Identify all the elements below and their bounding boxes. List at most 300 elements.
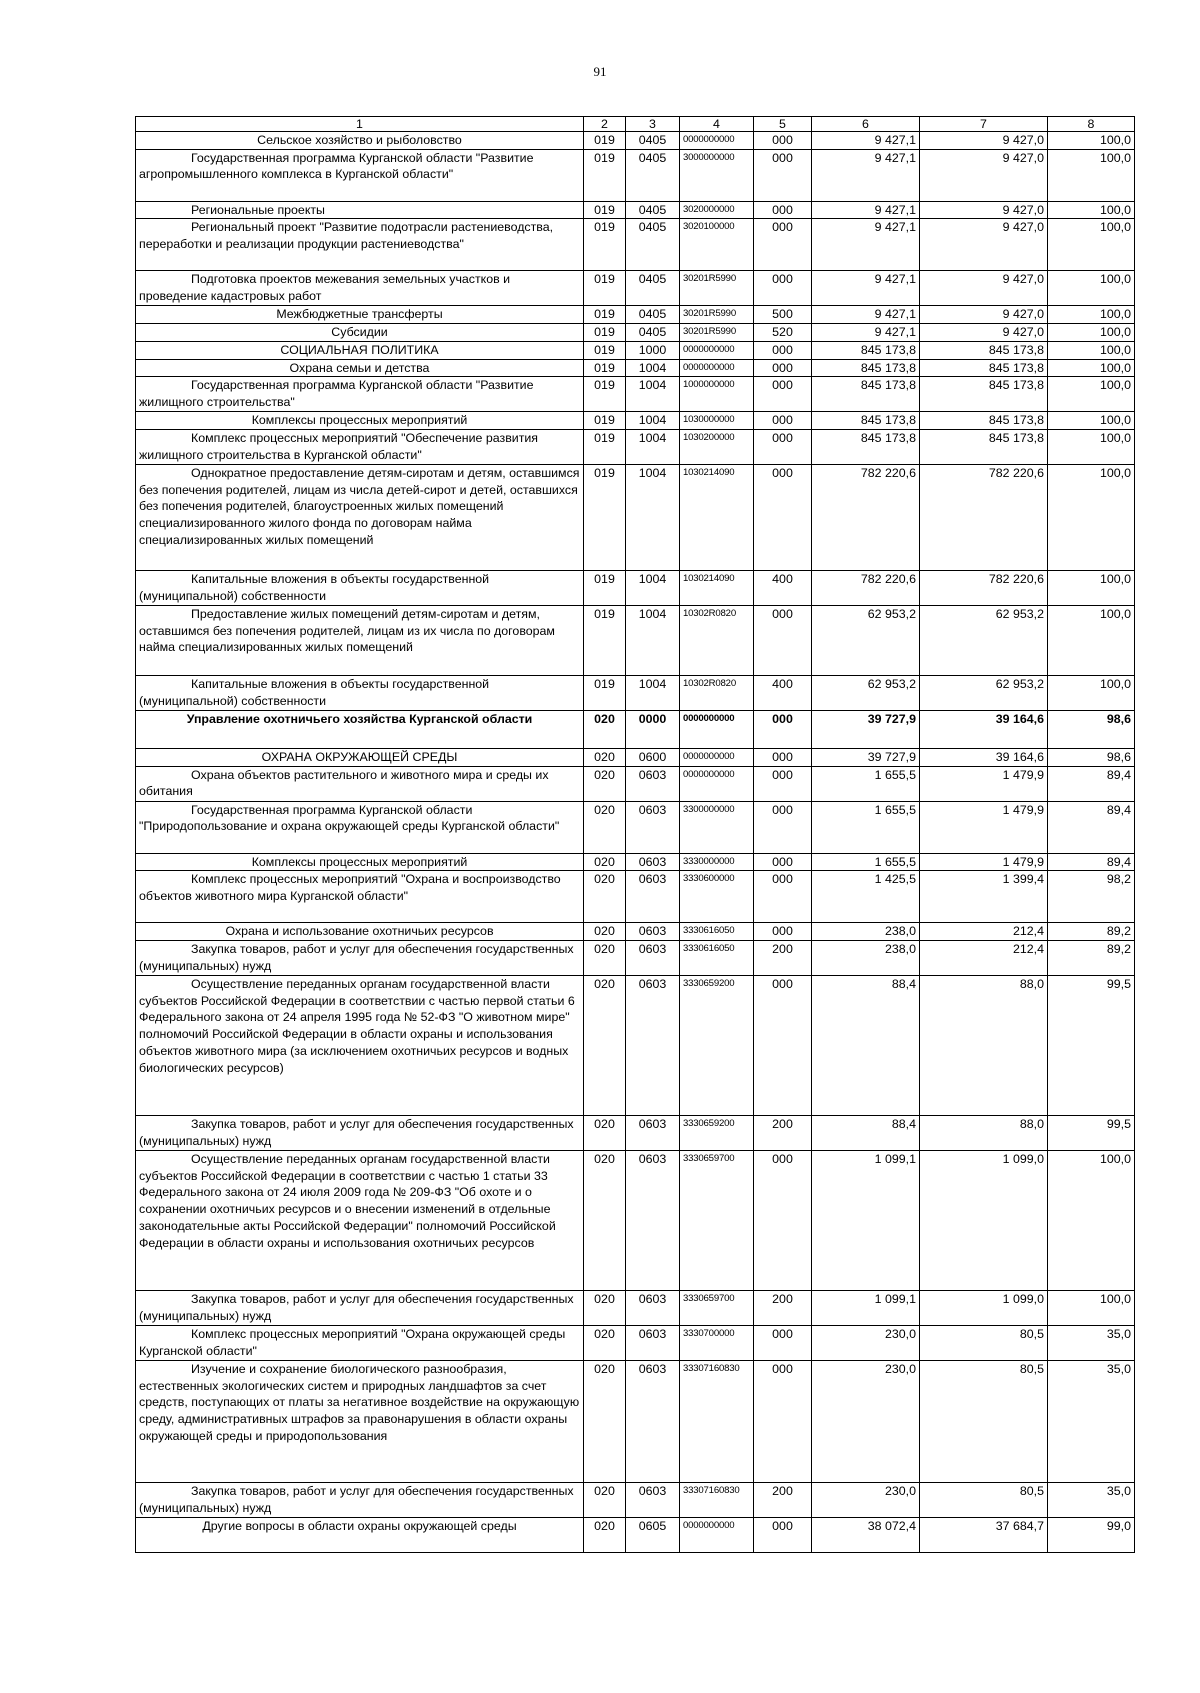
table-row (136, 1151, 1135, 1291)
table-row (136, 675, 1135, 710)
table-row (136, 1483, 1135, 1518)
target-article-code: 10302R0820 (680, 605, 754, 675)
admin-code: 019 (584, 464, 626, 570)
budget-item-text: Субсидии (331, 325, 388, 340)
planned-amount: 845 173,8 (812, 359, 920, 377)
budget-item-text: ОХРАНА ОКРУЖАЮЩЕЙ СРЕДЫ (261, 749, 458, 764)
budget-item-name (136, 941, 584, 976)
expense-type-code: 000 (754, 429, 812, 464)
column-number: 4 (680, 117, 754, 132)
budget-item-name (136, 201, 584, 219)
target-article-code: 0000000000 (680, 359, 754, 377)
actual-amount: 845 173,8 (920, 341, 1048, 359)
admin-code: 020 (584, 923, 626, 941)
admin-code: 020 (584, 766, 626, 801)
execution-percent: 89,4 (1048, 853, 1135, 871)
actual-amount: 9 427,0 (920, 149, 1048, 201)
table-row (136, 306, 1135, 324)
execution-percent: 100,0 (1048, 464, 1135, 570)
execution-percent: 35,0 (1048, 1326, 1135, 1361)
section-code: 1004 (626, 570, 680, 605)
execution-percent: 99,0 (1048, 1518, 1135, 1553)
budget-item-text: Другие вопросы в области охраны окружающей среды (202, 1519, 517, 1534)
target-article-code: 3330659200 (680, 1116, 754, 1151)
actual-amount: 9 427,0 (920, 132, 1048, 150)
table-row (136, 412, 1135, 430)
actual-amount: 9 427,0 (920, 324, 1048, 342)
expense-type-code: 000 (754, 801, 812, 853)
actual-amount: 845 173,8 (920, 377, 1048, 412)
section-code: 0603 (626, 801, 680, 853)
budget-item-text: Подготовка проектов межевания земельных участков и проведение кадастровых работ (139, 272, 511, 304)
admin-code: 020 (584, 1326, 626, 1361)
budget-item-name (136, 748, 584, 766)
budget-item-text: Капитальные вложения в объекты государственной (муниципальной) собственности (139, 571, 490, 603)
planned-amount: 62 953,2 (812, 675, 920, 710)
target-article-code: 33307160830 (680, 1361, 754, 1483)
section-code: 0603 (626, 871, 680, 923)
admin-code: 020 (584, 801, 626, 853)
execution-percent: 100,0 (1048, 306, 1135, 324)
table-row (136, 219, 1135, 271)
admin-code: 019 (584, 149, 626, 201)
expense-type-code: 500 (754, 306, 812, 324)
execution-percent: 100,0 (1048, 605, 1135, 675)
actual-amount: 88,0 (920, 1116, 1048, 1151)
budget-item-text: Осуществление переданных органам государственной власти субъектов Российской Федерации в соответствии с частью 1 статьи 33 Федерального закона от 24 июля 2009 года № 209-ФЗ "Об охоте и о сохранении охотничьих ресурсов и о внесении изменений в отдельные законодательные акты Российской Федерации" полномочий Российской Федерации в области охраны и использования охотничьих ресурсов (139, 1152, 556, 1250)
execution-percent: 99,5 (1048, 976, 1135, 1116)
actual-amount: 9 427,0 (920, 306, 1048, 324)
budget-item-text: Закупка товаров, работ и услуг для обеспечения государственных (муниципальных) нужд (139, 1292, 574, 1323)
budget-item-text: Государственная программа Курганской области "Развитие жилищного строительства" (139, 378, 534, 409)
admin-code: 019 (584, 377, 626, 412)
expense-type-code: 000 (754, 132, 812, 150)
expense-type-code: 000 (754, 341, 812, 359)
execution-percent: 100,0 (1048, 675, 1135, 710)
planned-amount: 1 099,1 (812, 1291, 920, 1326)
budget-item-name (136, 976, 584, 1116)
section-code: 0603 (626, 766, 680, 801)
target-article-code: 33307160830 (680, 1483, 754, 1518)
budget-item-name (136, 1361, 584, 1483)
budget-item-text: Государственная программа Курганской области "Природопользование и охрана окружающей среды Курганской области" (139, 802, 560, 834)
admin-code: 020 (584, 976, 626, 1116)
table-row (136, 976, 1135, 1116)
actual-amount: 212,4 (920, 923, 1048, 941)
budget-item-text: Государственная программа Курганской области "Развитие агропромышленного комплекса в Курганской области" (139, 150, 534, 182)
table-row (136, 377, 1135, 412)
actual-amount: 782 220,6 (920, 464, 1048, 570)
budget-item-text: Изучение и сохранение биологического разнообразия, естественных экологических систем и природных ландшафтов за счет средств, поступающих от платы за негативное воздействие на окружающую среду, административных штрафов за правонарушения в области охраны окружающей среды и природопользования (139, 1362, 580, 1443)
planned-amount: 9 427,1 (812, 201, 920, 219)
actual-amount: 9 427,0 (920, 219, 1048, 271)
execution-percent: 100,0 (1048, 132, 1135, 150)
actual-amount: 845 173,8 (920, 359, 1048, 377)
execution-percent: 100,0 (1048, 201, 1135, 219)
actual-amount: 1 479,9 (920, 853, 1048, 871)
execution-percent: 98,6 (1048, 748, 1135, 766)
section-code: 1004 (626, 675, 680, 710)
table-row (136, 1326, 1135, 1361)
planned-amount: 9 427,1 (812, 149, 920, 201)
column-number: 1 (136, 117, 584, 132)
column-number: 5 (754, 117, 812, 132)
budget-item-name (136, 271, 584, 306)
target-article-code: 3020100000 (680, 219, 754, 271)
section-code: 0603 (626, 923, 680, 941)
table-body (136, 132, 1135, 1553)
budget-item-text: Капитальные вложения в объекты государственной (муниципальной) собственности (139, 676, 490, 708)
target-article-code: 1000000000 (680, 377, 754, 412)
section-code: 0603 (626, 1116, 680, 1151)
table-row (136, 359, 1135, 377)
admin-code: 019 (584, 201, 626, 219)
section-code: 0600 (626, 748, 680, 766)
column-number-row (136, 117, 1135, 132)
admin-code: 020 (584, 1518, 626, 1553)
expense-type-code: 000 (754, 201, 812, 219)
expense-type-code: 000 (754, 976, 812, 1116)
target-article-code: 1030200000 (680, 429, 754, 464)
expense-type-code: 000 (754, 748, 812, 766)
actual-amount: 62 953,2 (920, 675, 1048, 710)
budget-item-name (136, 766, 584, 801)
budget-item-text: Осуществление переданных органам государственной власти субъектов Российской Федерации в соответствии с частью первой статьи 6 Федерального закона от 24 апреля 1995 года № 52-ФЗ "О животном мире" полномочий Российской Федерации в области охраны и использования объектов животного мира (за исключением охотничьих ресурсов и водных биологических ресурсов) (139, 977, 575, 1075)
section-code: 0603 (626, 1361, 680, 1483)
table-row (136, 923, 1135, 941)
table-row (136, 324, 1135, 342)
execution-percent: 100,0 (1048, 1151, 1135, 1291)
planned-amount: 845 173,8 (812, 412, 920, 430)
expense-type-code: 000 (754, 359, 812, 377)
expense-type-code: 000 (754, 1361, 812, 1483)
page-number: 91 (593, 64, 607, 79)
planned-amount: 230,0 (812, 1361, 920, 1483)
budget-item-text: Комплексы процессных мероприятий (251, 413, 468, 428)
actual-amount: 62 953,2 (920, 605, 1048, 675)
budget-item-text: Комплекс процессных мероприятий "Охрана окружающей среды Курганской области" (139, 1327, 566, 1358)
budget-item-name (136, 412, 584, 430)
budget-item-text: Закупка товаров, работ и услуг для обеспечения государственных (муниципальных) нужд (139, 1117, 574, 1148)
admin-code: 019 (584, 271, 626, 306)
target-article-code: 30201R5990 (680, 324, 754, 342)
actual-amount: 9 427,0 (920, 201, 1048, 219)
execution-percent: 100,0 (1048, 149, 1135, 201)
execution-percent: 100,0 (1048, 429, 1135, 464)
budget-item-name (136, 853, 584, 871)
expense-type-code: 000 (754, 1518, 812, 1553)
execution-percent: 100,0 (1048, 1291, 1135, 1326)
budget-item-name (136, 1518, 584, 1553)
target-article-code: 0000000000 (680, 341, 754, 359)
actual-amount: 80,5 (920, 1326, 1048, 1361)
budget-item-text: Охрана и использование охотничьих ресурсов (225, 924, 494, 939)
budget-item-text: Межбюджетные трансферты (276, 307, 443, 322)
budget-item-name (136, 923, 584, 941)
planned-amount: 1 655,5 (812, 853, 920, 871)
table-row (136, 271, 1135, 306)
admin-code: 020 (584, 941, 626, 976)
admin-code: 020 (584, 1291, 626, 1326)
actual-amount: 212,4 (920, 941, 1048, 976)
table-row (136, 132, 1135, 150)
execution-percent: 35,0 (1048, 1361, 1135, 1483)
table-row (136, 605, 1135, 675)
planned-amount: 9 427,1 (812, 219, 920, 271)
expense-type-code: 000 (754, 377, 812, 412)
section-code: 0605 (626, 1518, 680, 1553)
budget-item-text: Региональные проекты (191, 202, 325, 217)
planned-amount: 38 072,4 (812, 1518, 920, 1553)
budget-item-name (136, 359, 584, 377)
expense-type-code: 400 (754, 570, 812, 605)
actual-amount: 39 164,6 (920, 710, 1048, 748)
budget-item-name (136, 1326, 584, 1361)
section-code: 0405 (626, 324, 680, 342)
execution-percent: 89,4 (1048, 801, 1135, 853)
planned-amount: 782 220,6 (812, 570, 920, 605)
execution-percent: 100,0 (1048, 359, 1135, 377)
expense-type-code: 400 (754, 675, 812, 710)
actual-amount: 782 220,6 (920, 570, 1048, 605)
expense-type-code: 000 (754, 710, 812, 748)
actual-amount: 1 399,4 (920, 871, 1048, 923)
section-code: 0603 (626, 976, 680, 1116)
section-code: 1004 (626, 377, 680, 412)
admin-code: 020 (584, 1151, 626, 1291)
budget-item-name (136, 1116, 584, 1151)
expense-type-code: 200 (754, 941, 812, 976)
section-code: 1000 (626, 341, 680, 359)
planned-amount: 230,0 (812, 1483, 920, 1518)
admin-code: 019 (584, 570, 626, 605)
target-article-code: 3330616050 (680, 941, 754, 976)
section-code: 0405 (626, 201, 680, 219)
actual-amount: 1 479,9 (920, 766, 1048, 801)
expense-type-code: 000 (754, 464, 812, 570)
target-article-code: 3300000000 (680, 801, 754, 853)
admin-code: 019 (584, 605, 626, 675)
expense-type-code: 000 (754, 1151, 812, 1291)
budget-item-text: Сельское хозяйство и рыболовство (257, 133, 462, 147)
actual-amount: 80,5 (920, 1483, 1048, 1518)
execution-percent: 99,5 (1048, 1116, 1135, 1151)
table-row (136, 871, 1135, 923)
target-article-code: 3330000000 (680, 853, 754, 871)
admin-code: 019 (584, 341, 626, 359)
table-row (136, 1518, 1135, 1553)
planned-amount: 1 655,5 (812, 801, 920, 853)
admin-code: 020 (584, 748, 626, 766)
budget-item-text: Комплекс процессных мероприятий "Обеспечение развития жилищного строительства в Курганской области" (139, 430, 539, 462)
budget-item-name (136, 710, 584, 748)
execution-percent: 100,0 (1048, 412, 1135, 430)
planned-amount: 782 220,6 (812, 464, 920, 570)
target-article-code: 3330659200 (680, 976, 754, 1116)
section-code: 0603 (626, 941, 680, 976)
budget-item-name (136, 306, 584, 324)
section-code: 1004 (626, 359, 680, 377)
admin-code: 019 (584, 675, 626, 710)
target-article-code: 0000000000 (680, 748, 754, 766)
actual-amount: 88,0 (920, 976, 1048, 1116)
budget-item-name (136, 429, 584, 464)
planned-amount: 238,0 (812, 923, 920, 941)
expense-type-code: 000 (754, 149, 812, 201)
budget-item-text: Охрана семьи и детства (289, 360, 430, 375)
budget-item-text: Комплекс процессных мероприятий "Охрана и воспроизводство объектов животного мира Курганской области" (139, 872, 561, 904)
table-row (136, 570, 1135, 605)
planned-amount: 1 425,5 (812, 871, 920, 923)
budget-item-name (136, 132, 584, 150)
target-article-code: 30201R5990 (680, 306, 754, 324)
table-row (136, 429, 1135, 464)
planned-amount: 230,0 (812, 1326, 920, 1361)
target-article-code: 3330600000 (680, 871, 754, 923)
table-row (136, 341, 1135, 359)
budget-item-name (136, 801, 584, 853)
section-code: 0405 (626, 132, 680, 150)
budget-item-text: Комплексы процессных мероприятий (251, 854, 468, 869)
admin-code: 019 (584, 219, 626, 271)
budget-item-name (136, 675, 584, 710)
actual-amount: 845 173,8 (920, 429, 1048, 464)
budget-item-name (136, 871, 584, 923)
column-number: 2 (584, 117, 626, 132)
target-article-code: 3330616050 (680, 923, 754, 941)
execution-percent: 100,0 (1048, 324, 1135, 342)
table-row (136, 1361, 1135, 1483)
actual-amount: 1 099,0 (920, 1291, 1048, 1326)
target-article-code: 3020000000 (680, 201, 754, 219)
column-number: 7 (920, 117, 1048, 132)
planned-amount: 62 953,2 (812, 605, 920, 675)
execution-percent: 98,6 (1048, 710, 1135, 748)
target-article-code: 0000000000 (680, 132, 754, 150)
target-article-code: 1030000000 (680, 412, 754, 430)
expense-type-code: 000 (754, 766, 812, 801)
section-code: 0000 (626, 710, 680, 748)
planned-amount: 39 727,9 (812, 710, 920, 748)
execution-percent: 100,0 (1048, 377, 1135, 412)
target-article-code: 0000000000 (680, 1518, 754, 1553)
execution-percent: 100,0 (1048, 219, 1135, 271)
section-code: 0603 (626, 1326, 680, 1361)
target-article-code: 0000000000 (680, 766, 754, 801)
planned-amount: 238,0 (812, 941, 920, 976)
table-row (136, 1291, 1135, 1326)
target-article-code: 30201R5990 (680, 271, 754, 306)
target-article-code: 3330659700 (680, 1291, 754, 1326)
expense-type-code: 200 (754, 1291, 812, 1326)
admin-code: 019 (584, 306, 626, 324)
planned-amount: 9 427,1 (812, 132, 920, 150)
actual-amount: 9 427,0 (920, 271, 1048, 306)
table-row (136, 464, 1135, 570)
planned-amount: 9 427,1 (812, 324, 920, 342)
expense-type-code: 000 (754, 271, 812, 306)
planned-amount: 88,4 (812, 1116, 920, 1151)
budget-item-text: Управление охотничьего хозяйства Курганской области (186, 711, 533, 726)
expense-type-code: 000 (754, 412, 812, 430)
admin-code: 019 (584, 359, 626, 377)
planned-amount: 845 173,8 (812, 377, 920, 412)
section-code: 1004 (626, 464, 680, 570)
execution-percent: 100,0 (1048, 271, 1135, 306)
column-number: 8 (1048, 117, 1135, 132)
section-code: 0603 (626, 1151, 680, 1291)
budget-item-text: Закупка товаров, работ и услуг для обеспечения государственных (муниципальных) нужд (139, 942, 574, 973)
execution-percent: 100,0 (1048, 570, 1135, 605)
admin-code: 019 (584, 429, 626, 464)
column-number: 6 (812, 117, 920, 132)
expense-type-code: 000 (754, 871, 812, 923)
budget-item-name (136, 324, 584, 342)
section-code: 0405 (626, 149, 680, 201)
admin-code: 020 (584, 853, 626, 871)
target-article-code: 1030214090 (680, 570, 754, 605)
section-code: 0603 (626, 1291, 680, 1326)
target-article-code: 3330659700 (680, 1151, 754, 1291)
budget-item-name (136, 464, 584, 570)
budget-item-name (136, 219, 584, 271)
planned-amount: 9 427,1 (812, 271, 920, 306)
target-article-code: 0000000000 (680, 710, 754, 748)
actual-amount: 80,5 (920, 1361, 1048, 1483)
section-code: 0405 (626, 306, 680, 324)
actual-amount: 37 684,7 (920, 1518, 1048, 1553)
table-row (136, 149, 1135, 201)
section-code: 0603 (626, 853, 680, 871)
target-article-code: 3330700000 (680, 1326, 754, 1361)
budget-item-name (136, 149, 584, 201)
target-article-code: 3000000000 (680, 149, 754, 201)
planned-amount: 845 173,8 (812, 341, 920, 359)
admin-code: 019 (584, 132, 626, 150)
section-code: 1004 (626, 605, 680, 675)
budget-item-name (136, 1151, 584, 1291)
planned-amount: 1 099,1 (812, 1151, 920, 1291)
expense-type-code: 000 (754, 1326, 812, 1361)
budget-item-name (136, 1483, 584, 1518)
budget-item-text: СОЦИАЛЬНАЯ ПОЛИТИКА (280, 342, 439, 357)
budget-item-text: Региональный проект "Развитие подотрасли растениеводства, переработки и реализации продукции растениеводства" (139, 220, 554, 252)
table-row (136, 766, 1135, 801)
table-row (136, 853, 1135, 871)
execution-percent: 98,2 (1048, 871, 1135, 923)
expense-type-code: 200 (754, 1116, 812, 1151)
target-article-code: 1030214090 (680, 464, 754, 570)
actual-amount: 1 479,9 (920, 801, 1048, 853)
admin-code: 020 (584, 871, 626, 923)
execution-percent: 89,2 (1048, 923, 1135, 941)
actual-amount: 39 164,6 (920, 748, 1048, 766)
section-code: 1004 (626, 412, 680, 430)
planned-amount: 845 173,8 (812, 429, 920, 464)
table-row (136, 1116, 1135, 1151)
table-row (136, 201, 1135, 219)
budget-item-name (136, 605, 584, 675)
admin-code: 020 (584, 1116, 626, 1151)
execution-percent: 89,4 (1048, 766, 1135, 801)
budget-item-name (136, 341, 584, 359)
execution-percent: 100,0 (1048, 341, 1135, 359)
section-code: 0603 (626, 1483, 680, 1518)
column-number: 3 (626, 117, 680, 132)
budget-item-text: Однократное предоставление детям-сиротам и детям, оставшимся без попечения родителей, лицам из числа детей-сирот и детей, оставшихся без попечения родителей, благоустроенных жилых помещений специализированного жилого фонда по договорам найма специализированных жилых помещений (139, 465, 580, 547)
section-code: 0405 (626, 219, 680, 271)
expense-type-code: 520 (754, 324, 812, 342)
